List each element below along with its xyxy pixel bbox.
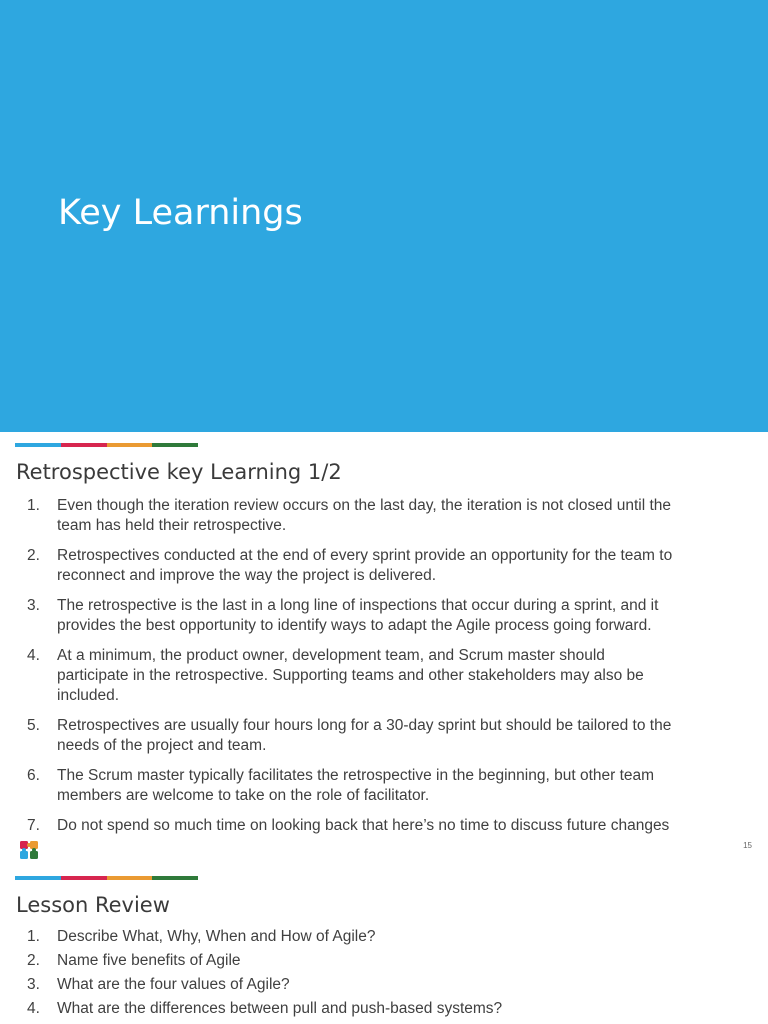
list-item-number: 1. bbox=[27, 497, 40, 514]
list-item-text: Describe What, Why, When and How of Agile? bbox=[57, 928, 376, 945]
list-item-number: 6. bbox=[27, 767, 40, 784]
accent-segment-blue bbox=[15, 443, 61, 447]
accent-segment-green bbox=[152, 876, 198, 880]
list-item-number: 5. bbox=[27, 717, 40, 734]
list-item bbox=[0, 816, 700, 836]
list-item-number: 3. bbox=[27, 976, 40, 993]
list-item bbox=[0, 999, 700, 1019]
list-item-number: 7. bbox=[27, 817, 40, 834]
slide-title: Key Learnings bbox=[58, 193, 303, 233]
accent-color-bar-bottom bbox=[15, 876, 198, 880]
list-item-text: Name five benefits of Agile bbox=[57, 952, 241, 969]
accent-segment-red bbox=[61, 443, 107, 447]
list-item bbox=[0, 546, 700, 586]
list-item-number: 2. bbox=[27, 952, 40, 969]
list-item bbox=[0, 496, 700, 536]
accent-segment-green bbox=[152, 443, 198, 447]
four-color-puzzle-logo-icon bbox=[20, 841, 38, 859]
list-item-text: Even though the iteration review occurs on the last day, the iteration is not closed until the team has held their retrospective. bbox=[57, 497, 672, 534]
list-item bbox=[0, 975, 700, 995]
accent-segment-orange bbox=[107, 876, 153, 880]
list-item bbox=[0, 646, 700, 706]
accent-segment-red bbox=[61, 876, 107, 880]
list-item-number: 4. bbox=[27, 647, 40, 664]
lesson-review-list bbox=[0, 927, 700, 1023]
list-item-text: At a minimum, the product owner, development team, and Scrum master should participate in the retrospective. Supporting teams and other stakeholders may also be included. bbox=[57, 647, 644, 704]
section-heading-retrospective: Retrospective key Learning 1/2 bbox=[16, 460, 342, 484]
list-item-text: What are the differences between pull and push-based systems? bbox=[57, 1000, 503, 1017]
accent-segment-orange bbox=[107, 443, 153, 447]
list-item-text: Do not spend so much time on looking back that here’s no time to discuss future changes bbox=[57, 817, 670, 834]
list-item bbox=[0, 716, 700, 756]
accent-segment-blue bbox=[15, 876, 61, 880]
list-item-text: Retrospectives conducted at the end of every sprint provide an opportunity for the team to reconnect and improve the way the project is delivered. bbox=[57, 547, 673, 584]
list-item-text: The retrospective is the last in a long line of inspections that occur during a sprint, and it provides the best opportunity to identify ways to adapt the Agile process going forward. bbox=[57, 597, 659, 634]
accent-color-bar-top bbox=[15, 443, 198, 447]
list-item-number: 2. bbox=[27, 547, 40, 564]
list-item-number: 1. bbox=[27, 928, 40, 945]
retrospective-learning-list bbox=[0, 496, 700, 846]
list-item bbox=[0, 766, 700, 806]
section-heading-lesson-review: Lesson Review bbox=[16, 893, 170, 917]
page-number: 15 bbox=[743, 841, 752, 850]
list-item bbox=[0, 951, 700, 971]
list-item bbox=[0, 927, 700, 947]
list-item-text: The Scrum master typically facilitates the retrospective in the beginning, but other team members are welcome to take on the role of facilitator. bbox=[57, 767, 655, 804]
list-item-number: 3. bbox=[27, 597, 40, 614]
title-slide-background bbox=[0, 0, 768, 432]
list-item-text: What are the four values of Agile? bbox=[57, 976, 290, 993]
list-item-number: 4. bbox=[27, 1000, 40, 1017]
list-item-text: Retrospectives are usually four hours long for a 30-day sprint but should be tailored to the needs of the project and team. bbox=[57, 717, 672, 754]
list-item bbox=[0, 596, 700, 636]
